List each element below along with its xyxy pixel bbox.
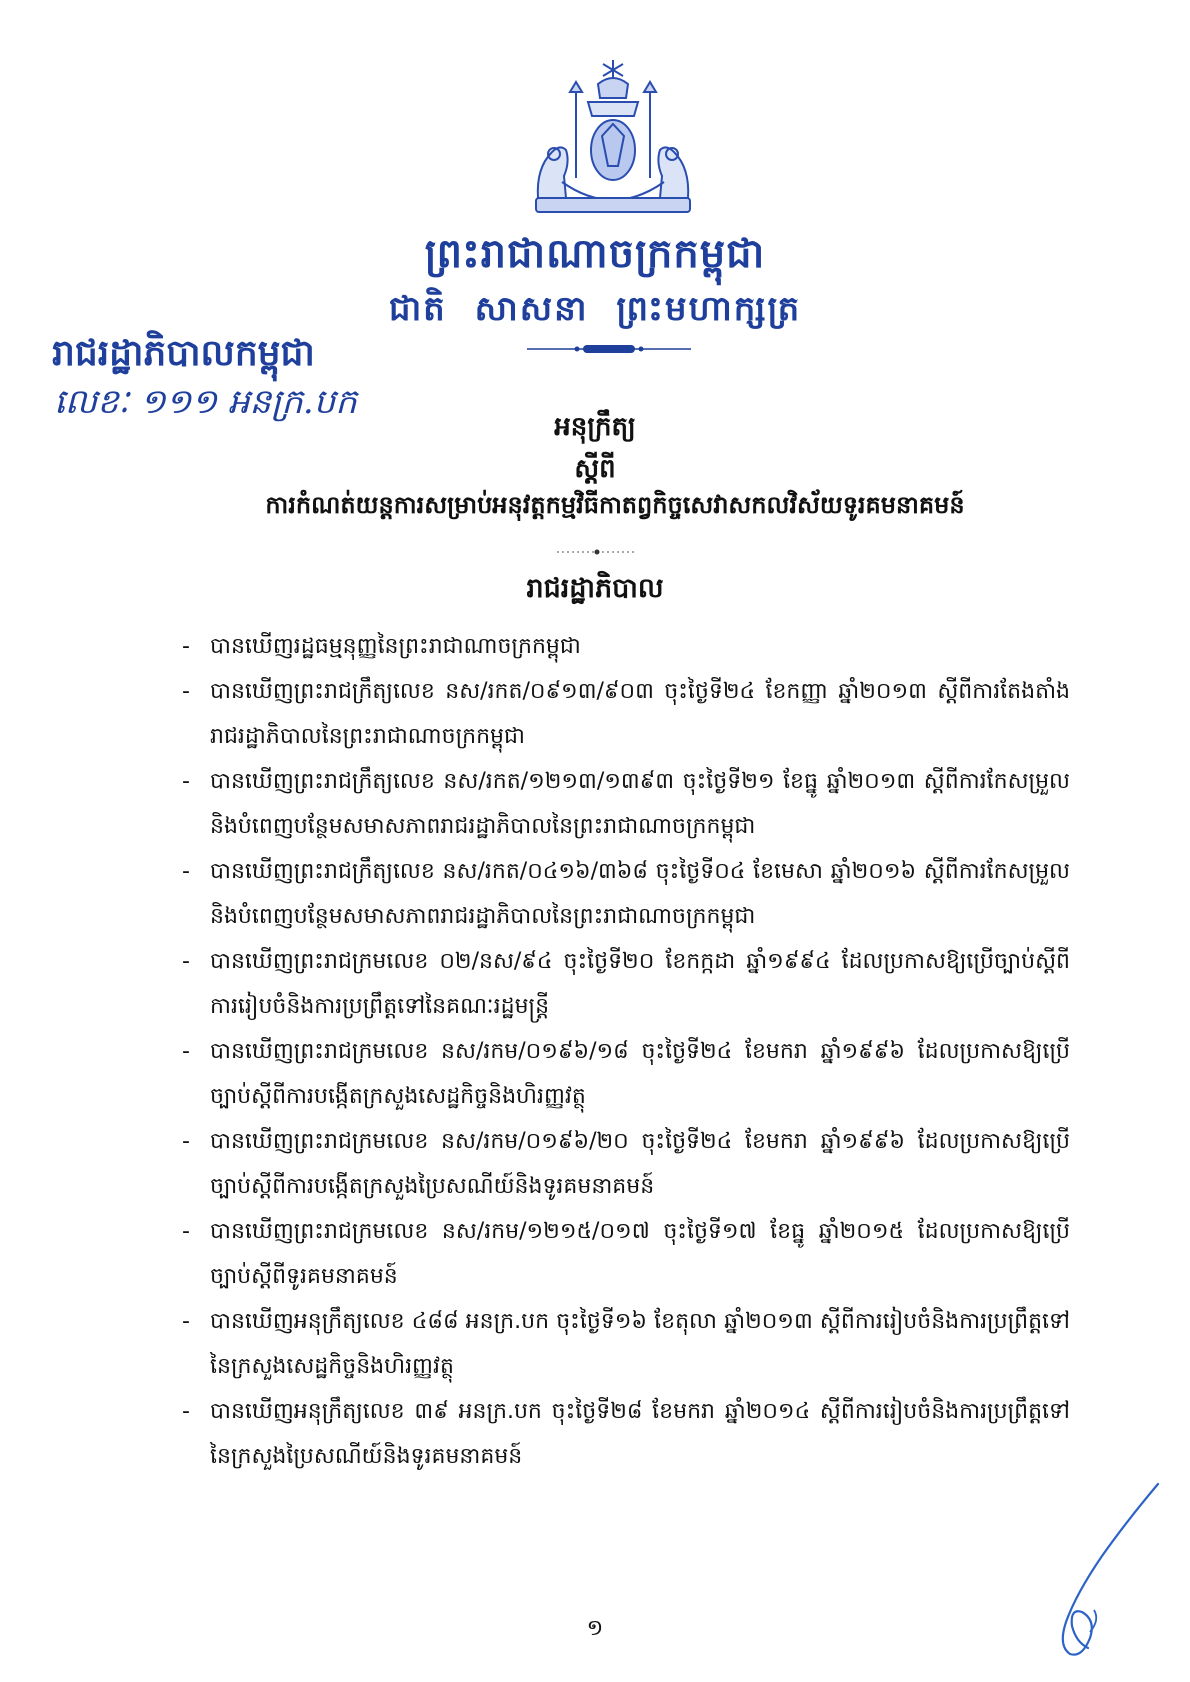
- visa-text: បានឃើញអនុក្រឹត្យលេខ ៣៩ អនក្រ.បក ចុះថ្ងៃទី២៨ ខែមករា ឆ្នាំ២០១៤ ស្តីពីការរៀបចំនិងការប្រព្រឹត្តទៅនៃក្រសួងប្រៃសណីយ៍និងទូរគមនាគមន៍: [210, 1399, 1070, 1469]
- page-number: ១: [586, 1616, 604, 1641]
- kingdom-title: ព្រះរាជាណាចក្រកម្ពុជា: [424, 231, 766, 277]
- visa-item: - បានឃើញព្រះរាជក្រមលេខ នស/រកម/០១៩៦/២០ ចុះថ្ងៃទី២៤ ខែមករា ឆ្នាំ១៩៩៦ ដែលប្រកាសឱ្យប្រើច្បាប់ស្តីពីការបង្កើតក្រសួងប្រៃសណីយ៍និងទូរគមនាគមន៍: [0, 1119, 1190, 1209]
- visa-item: - បានឃើញព្រះរាជក្រមលេខ ០២/នស/៩៤ ចុះថ្ងៃទី២០ ខែកក្កដា ឆ្នាំ១៩៩៤ ដែលប្រកាសឱ្យប្រើច្បាប់ស្តីពីការរៀបចំនិងការប្រព្រឹត្តទៅនៃគណៈរដ្ឋមន្ត្រី: [0, 939, 1190, 1029]
- number-label: លេខៈ: [54, 382, 130, 422]
- visa-text: បានឃើញព្រះរាជក្រឹត្យលេខ នស/រកត/០៤១៦/៣៦៨ ចុះថ្ងៃទី០៤ ខែមេសា ឆ្នាំ២០១៦ ស្តីពីការកែសម្រួលនិងបំពេញបន្ថែមសមាសភាពរាជរដ្ឋាភិបាលនៃព្រះរាជាណាចក្រកម្ពុជា: [210, 859, 1070, 929]
- visa-item: - បានឃើញអនុក្រឹត្យលេខ ៤៨៨ អនក្រ.បក ចុះថ្ងៃទី១៦ ខែតុលា ឆ្នាំ២០១៣ ស្តីពីការរៀបចំនិងការប្រព្រឹត្តទៅនៃក្រសួងសេដ្ឋកិច្ចនិងហិរញ្ញវត្ថុ: [0, 1299, 1190, 1389]
- number-value: ១១១ អនក្រ.បក: [139, 382, 357, 422]
- small-divider: [557, 548, 637, 556]
- visa-list: [0, 624, 1190, 1479]
- issuer-heading: រាជរដ្ឋាភិបាល: [526, 573, 664, 604]
- visa-item: - បានឃើញព្រះរាជក្រឹត្យលេខ នស/រកត/០៤១៦/៣៦៨ ចុះថ្ងៃទី០៤ ខែមេសា ឆ្នាំ២០១៦ ស្តីពីការកែសម្រួលនិងបំពេញបន្ថែមសមាសភាពរាជរដ្ឋាភិបាលនៃព្រះរាជាណាចក្រកម្ពុជា: [0, 849, 1190, 939]
- visa-text: បានឃើញព្រះរាជក្រមលេខ នស/រកម/០១៩៦/២០ ចុះថ្ងៃទី២៤ ខែមករា ឆ្នាំ១៩៩៦ ដែលប្រកាសឱ្យប្រើច្បាប់ស្តីពីការបង្កើតក្រសួងប្រៃសណីយ៍និងទូរគមនាគមន៍: [210, 1129, 1070, 1199]
- visa-text: បានឃើញព្រះរាជក្រឹត្យលេខ នស/រកត/០៩១៣/៩០៣ ចុះថ្ងៃទី២៤ ខែកញ្ញា ឆ្នាំ២០១៣ ស្តីពីការតែងតាំងរាជរដ្ឋាភិបាលនៃព្រះរាជាណាចក្រកម្ពុជា: [210, 679, 1070, 749]
- visa-item: - បានឃើញរដ្ឋធម្មនុញ្ញនៃព្រះរាជាណាចក្រកម្ពុជា: [0, 624, 1190, 669]
- visa-text: បានឃើញព្រះរាជក្រឹត្យលេខ នស/រកត/១២១៣/១៣៩៣ ចុះថ្ងៃទី២១ ខែធ្នូ ឆ្នាំ២០១៣ ស្តីពីការកែសម្រួលនិងបំពេញបន្ថែមសមាសភាពរាជរដ្ឋាភិបាលនៃព្រះរាជាណាចក្រកម្ពុជា: [210, 769, 1070, 839]
- decree-type: អនុក្រឹត្យ: [554, 412, 636, 442]
- visa-text: បានឃើញព្រះរាជក្រមលេខ ០២/នស/៩៤ ចុះថ្ងៃទី២០ ខែកក្កដា ឆ្នាំ១៩៩៤ ដែលប្រកាសឱ្យប្រើច្បាប់ស្តីពីការរៀបចំនិងការប្រព្រឹត្តទៅនៃគណៈរដ្ឋមន្ត្រី: [210, 949, 1070, 1019]
- decree-about: ស្តីពី: [574, 454, 616, 484]
- visa-item: - បានឃើញព្រះរាជក្រឹត្យលេខ នស/រកត/១២១៣/១៣៩៣ ចុះថ្ងៃទី២១ ខែធ្នូ ឆ្នាំ២០១៣ ស្តីពីការកែសម្រួលនិងបំពេញបន្ថែមសមាសភាពរាជរដ្ឋាភិបាលនៃព្រះរាជាណាចក្រកម្ពុជា: [0, 759, 1190, 849]
- handwritten-signature-icon: [1036, 1482, 1166, 1662]
- visa-text: បានឃើញព្រះរាជក្រមលេខ នស/រកម/០១៩៦/១៨ ចុះថ្ងៃទី២៤ ខែមករា ឆ្នាំ១៩៩៦ ដែលប្រកាសឱ្យប្រើច្បាប់ស្តីពីការបង្កើតក្រសួងសេដ្ឋកិច្ចនិងហិរញ្ញវត្ថុ: [210, 1039, 1070, 1109]
- decree-subject: ការកំណត់យន្តការសម្រាប់អនុវត្តកម្មវិធីកាតព្វកិច្ចសេវាសកលវិស័យទូរគមនាគមន៍: [265, 491, 965, 519]
- ornament-divider: [527, 342, 691, 356]
- royal-coat-of-arms-icon: [518, 58, 708, 218]
- visa-item: - បានឃើញព្រះរាជក្រមលេខ នស/រកម/១២១៥/០១៧ ចុះថ្ងៃទី១៧ ខែធ្នូ ឆ្នាំ២០១៥ ដែលប្រកាសឱ្យប្រើច្បាប់ស្តីពីទូរគមនាគមន៍: [0, 1209, 1190, 1299]
- visa-text: បានឃើញព្រះរាជក្រមលេខ នស/រកម/១២១៥/០១៧ ចុះថ្ងៃទី១៧ ខែធ្នូ ឆ្នាំ២០១៥ ដែលប្រកាសឱ្យប្រើច្បាប់ស្តីពីទូរគមនាគមន៍: [210, 1219, 1070, 1289]
- visa-text: បានឃើញអនុក្រឹត្យលេខ ៤៨៨ អនក្រ.បក ចុះថ្ងៃទី១៦ ខែតុលា ឆ្នាំ២០១៣ ស្តីពីការរៀបចំនិងការប្រព្រឹត្តទៅនៃក្រសួងសេដ្ឋកិច្ចនិងហិរញ្ញវត្ថុ: [210, 1309, 1070, 1379]
- visa-item: - បានឃើញអនុក្រឹត្យលេខ ៣៩ អនក្រ.បក ចុះថ្ងៃទី២៨ ខែមករា ឆ្នាំ២០១៤ ស្តីពីការរៀបចំនិងការប្រព្រឹត្តទៅនៃក្រសួងប្រៃសណីយ៍និងទូរគមនាគមន៍: [0, 1389, 1190, 1479]
- visa-text: បានឃើញរដ្ឋធម្មនុញ្ញនៃព្រះរាជាណាចក្រកម្ពុជា: [210, 634, 581, 659]
- kingdom-motto: ជាតិ សាសនា ព្រះមហាក្សត្រ: [388, 289, 802, 329]
- government-name: រាជរដ្ឋាភិបាលកម្ពុជា: [52, 333, 315, 374]
- visa-item: - បានឃើញព្រះរាជក្រឹត្យលេខ នស/រកត/០៩១៣/៩០៣ ចុះថ្ងៃទី២៤ ខែកញ្ញា ឆ្នាំ២០១៣ ស្តីពីការតែងតាំងរាជរដ្ឋាភិបាលនៃព្រះរាជាណាចក្រកម្ពុជា: [0, 669, 1190, 759]
- visa-item: - បានឃើញព្រះរាជក្រមលេខ នស/រកម/០១៩៦/១៨ ចុះថ្ងៃទី២៤ ខែមករា ឆ្នាំ១៩៩៦ ដែលប្រកាសឱ្យប្រើច្បាប់ស្តីពីការបង្កើតក្រសួងសេដ្ឋកិច្ចនិងហិរញ្ញវត្ថុ: [0, 1029, 1190, 1119]
